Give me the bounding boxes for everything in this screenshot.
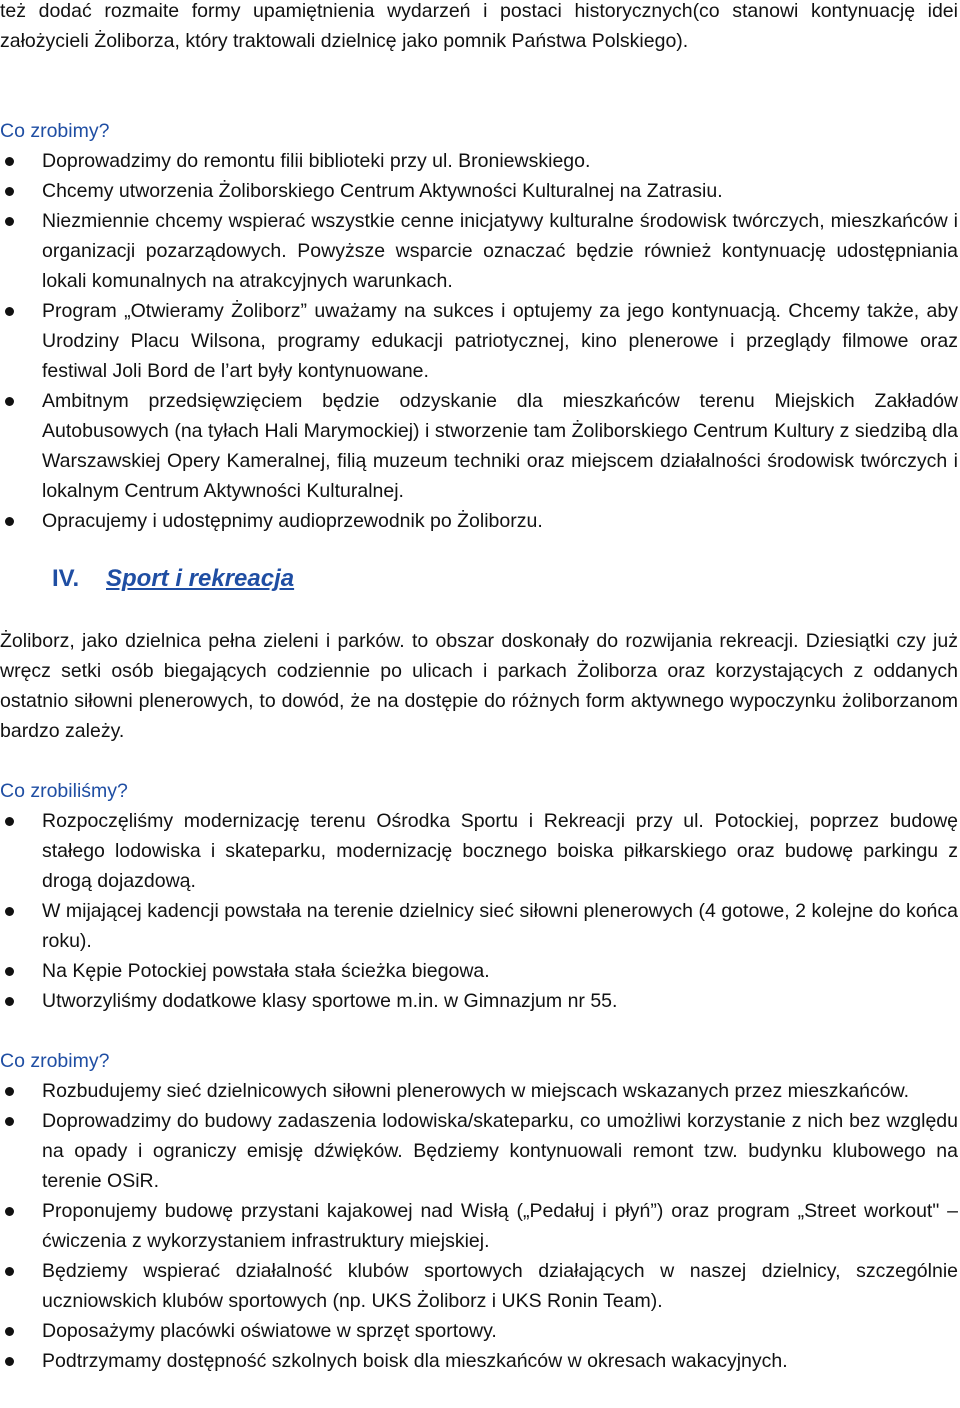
list-item-text: Utworzyliśmy dodatkowe klasy sportowe m.in. w Gimnazjum nr 55. bbox=[42, 990, 618, 1012]
list-item-text: Niezmiennie chcemy wspierać wszystkie cenne inicjatywy kulturalne środowisk twórczych, mieszkańców i organizacji pozarządowych. Powyższe wsparcie oznaczać będzie również kontynuację udostępniania lokali komunalnych na atrakcyjnych warunkach. bbox=[42, 210, 958, 292]
list-item-text: Doposażymy placówki oświatowe w sprzęt sportowy. bbox=[42, 1320, 497, 1342]
list-item-text: Chcemy utworzenia Żoliborskiego Centrum Aktywności Kulturalnej na Zatrasiu. bbox=[42, 180, 723, 202]
list-item-text: W mijającej kadencji powstała na terenie dzielnicy sieć siłowni plenerowych (4 gotowe, 2 kolejne do końca roku). bbox=[42, 900, 958, 952]
intro-paragraph: też dodać rozmaite formy upamiętnienia wydarzeń i postaci historycznych(co stanowi kontynuację idei założycieli Żoliborza, który traktowali dzielnicę jako pomnik Państwa Polskiego). bbox=[0, 0, 958, 52]
section-number: IV. bbox=[52, 565, 80, 592]
list-item bbox=[0, 296, 958, 386]
list-item bbox=[0, 956, 958, 986]
list-item bbox=[0, 1106, 958, 1196]
bullet-icon bbox=[5, 187, 14, 196]
list-item bbox=[0, 1196, 958, 1256]
bullet-icon bbox=[5, 1207, 14, 1216]
sport-intro-paragraph: Żoliborz, jako dzielnica pełna zieleni i parków. to obszar doskonały do rozwijania rekreacji. Dziesiątki czy już wręcz setki osób biegających codziennie po ulicach i parkach Żoliborza oraz korzystających z oddanych ostatnio siłowni plenerowych, to dowód, że na dostępie do różnych form aktywnego wypoczynku żoliborzanom bardzo zależy. bbox=[0, 630, 958, 742]
bullet-icon bbox=[5, 967, 14, 976]
bullet-icon bbox=[5, 997, 14, 1006]
bullet-icon bbox=[5, 907, 14, 916]
section-title bbox=[52, 563, 294, 595]
list-item bbox=[0, 206, 958, 296]
list-item bbox=[0, 1316, 958, 1346]
bullet-icon bbox=[5, 517, 14, 526]
bullet-icon bbox=[5, 1267, 14, 1276]
bullet-icon bbox=[5, 1087, 14, 1096]
list-item-text: Rozpoczęliśmy modernizację terenu Ośrodka Sportu i Rekreacji przy ul. Potockiej, poprzez budowę stałego lodowiska i skateparku, modernizację bocznego boiska piłkarskiego oraz budowę parkingu z drogą dojazdową. bbox=[42, 810, 958, 892]
list-item-text: Program „Otwieramy Żoliborz” uważamy na sukces i optujemy za jego kontynuacją. Chcemy także, aby Urodziny Placu Wilsona, programy edukacji patriotycznej, kino plenerowe i przeglądy filmowe oraz festiwal Joli Bord de l’art były kontynuowane. bbox=[42, 300, 958, 382]
section-title-text: Sport i rekreacja bbox=[106, 565, 295, 592]
sport-plan-heading: Co zrobimy? bbox=[0, 1050, 110, 1072]
culture-plan-heading: Co zrobimy? bbox=[0, 120, 110, 142]
bullet-icon bbox=[5, 157, 14, 166]
list-item bbox=[0, 1346, 958, 1376]
list-item bbox=[0, 1076, 958, 1106]
list-item bbox=[0, 176, 958, 206]
bullet-icon bbox=[5, 1357, 14, 1366]
list-item-text: Opracujemy i udostępnimy audioprzewodnik po Żoliborzu. bbox=[42, 510, 543, 532]
list-item bbox=[0, 896, 958, 956]
culture-plan-list bbox=[0, 146, 958, 536]
list-item bbox=[0, 806, 958, 896]
list-item-text: Doprowadzimy do remontu filii biblioteki przy ul. Broniewskiego. bbox=[42, 150, 591, 172]
sport-done-list bbox=[0, 806, 958, 1016]
list-item bbox=[0, 986, 958, 1016]
sport-done-heading: Co zrobiliśmy? bbox=[0, 780, 128, 802]
list-item-text: Rozbudujemy sieć dzielnicowych siłowni plenerowych w miejscach wskazanych przez mieszkańców. bbox=[42, 1080, 910, 1102]
bullet-icon bbox=[5, 217, 14, 226]
list-item-text: Proponujemy budowę przystani kajakowej nad Wisłą („Pedałuj i płyń”) oraz program „Street workout" – ćwiczenia z wykorzystaniem infrastruktury miejskiej. bbox=[42, 1200, 958, 1252]
list-item bbox=[0, 506, 958, 536]
bullet-icon bbox=[5, 1327, 14, 1336]
list-item-text: Na Kępie Potockiej powstała stała ścieżka biegowa. bbox=[42, 960, 490, 982]
sport-plan-list bbox=[0, 1076, 958, 1376]
bullet-icon bbox=[5, 817, 14, 826]
list-item-text: Podtrzymamy dostępność szkolnych boisk dla mieszkańców w okresach wakacyjnych. bbox=[42, 1350, 788, 1372]
bullet-icon bbox=[5, 397, 14, 406]
list-item bbox=[0, 1256, 958, 1316]
list-item-text: Ambitnym przedsięwzięciem będzie odzyskanie dla mieszkańców terenu Miejskich Zakładów Autobusowych (na tyłach Hali Marymockiej) i stworzenie tam Żoliborskiego Centrum Kultury z siedzibą dla Warszawskiej Opery Kameralnej, filią muzeum techniki oraz miejscem działalności środowisk twórczych i lokalnym Centrum Aktywności Kulturalnej. bbox=[42, 390, 958, 502]
list-item-text: Będziemy wspierać działalność klubów sportowych działających w naszej dzielnicy, szczególnie uczniowskich klubów sportowych (np. UKS Żoliborz i UKS Ronin Team). bbox=[42, 1260, 958, 1312]
bullet-icon bbox=[5, 307, 14, 316]
list-item bbox=[0, 386, 958, 506]
list-item bbox=[0, 146, 958, 176]
bullet-icon bbox=[5, 1117, 14, 1126]
list-item-text: Doprowadzimy do budowy zadaszenia lodowiska/skateparku, co umożliwi korzystanie z nich bez względu na opady i ograniczy emisję dźwięków. Będziemy kontynuowali remont tzw. budynku klubowego na terenie OSiR. bbox=[42, 1110, 958, 1192]
